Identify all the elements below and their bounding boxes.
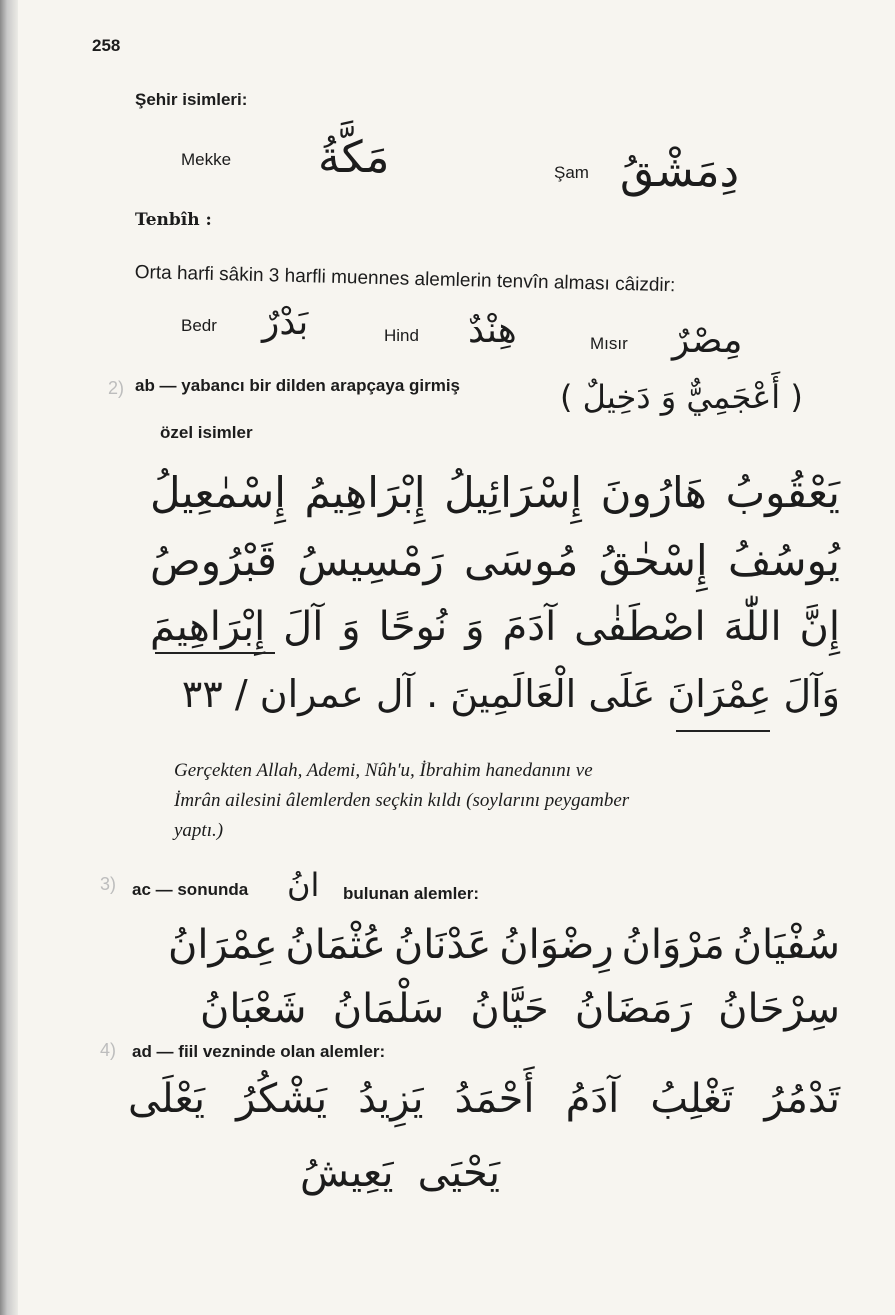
ayah-underline-1: [155, 652, 275, 654]
tenbih-label-bedr: Bedr: [181, 316, 217, 335]
arabic-name: عِمْرَانُ: [168, 922, 278, 968]
city-label-sam: Şam: [554, 163, 589, 182]
foreign-names-row-1: [150, 468, 840, 517]
page-binding-shadow: [0, 0, 18, 1315]
arabic-name: رَمَضَانُ: [574, 986, 692, 1032]
arabic-name: يَعِيشُ: [300, 1150, 394, 1196]
arabic-name: يَحْيَى: [417, 1150, 500, 1196]
city-arabic-mekke: مَكَّةُ: [318, 132, 390, 183]
section-title: Şehir isimleri:: [135, 90, 248, 109]
margin-mark-2: 2): [108, 378, 125, 398]
arabic-name: حَيَّانُ: [470, 986, 549, 1032]
city-arabic-dimashq: دِمَشْقُ: [620, 146, 740, 197]
arabic-name: رِضْوَانُ: [499, 922, 614, 968]
page-number: 258: [92, 36, 121, 55]
arabic-name: إِسْحٰقُ: [598, 536, 708, 585]
arabic-name: تَغْلِبُ: [650, 1076, 734, 1122]
section-ab-heading: ab — yabancı bir dilden arapçaya girmiş: [135, 376, 461, 395]
section-ac-heading-arabic: انُ: [287, 866, 320, 904]
arabic-name: مَرْوَانُ: [621, 922, 725, 968]
arabic-name: رَمْسِيسُ: [297, 536, 444, 585]
tenbih-arabic-bedr: بَدْرٌ: [262, 302, 309, 343]
arabic-name: أَحْمَدُ: [454, 1076, 535, 1122]
arabic-name: هَارُونَ: [600, 468, 707, 517]
ayah-underline-2: [676, 730, 770, 732]
arabic-name: يُوسُفُ: [727, 536, 840, 585]
arabic-name: عَدْنَانُ: [393, 922, 492, 968]
section-ab-heading-arabic: ( أَعْجَمِيٌّ وَ دَخِيلٌ ): [560, 378, 803, 416]
arabic-name: يَعْلَى: [128, 1076, 206, 1122]
an-names-row-1: [168, 922, 840, 968]
city-label-mekke: Mekke: [181, 150, 232, 169]
arabic-name: إِسْمٰعِيلُ: [150, 468, 286, 517]
section-ac-heading-end: bulunan alemler:: [343, 884, 480, 903]
arabic-name: سَلْمَانُ: [332, 986, 445, 1032]
translation-line-2: İmrân ailesini âlemlerden seçkin kıldı (soylarını peygamber: [174, 790, 630, 811]
margin-mark-3: 3): [100, 874, 117, 894]
arabic-name: إِسْرَائِيلُ: [444, 468, 582, 517]
section-ab-subheading: özel isimler: [160, 423, 253, 442]
tenbih-arabic-misir: مِصْرٌ: [672, 320, 743, 361]
arabic-name: سِرْحَانُ: [718, 986, 840, 1032]
an-names-row-2: [200, 986, 840, 1032]
ayah-line-2: وَآلَ عِمْرَانَ عَلَى الْعَالَمِينَ . آل عمران / ٣٣: [181, 672, 840, 716]
translation-line-1: Gerçekten Allah, Ademi, Nûh'u, İbrahim hanedanını ve: [174, 760, 593, 781]
arabic-name: آدَمُ: [565, 1076, 620, 1122]
arabic-name: سُفْيَانُ: [732, 922, 840, 968]
verb-pattern-names-row-1: [128, 1076, 840, 1122]
arabic-name: عُثْمَانُ: [285, 922, 387, 968]
tenbih-heading: Tenbîh :: [135, 210, 212, 230]
section-ac-heading-start: ac — sonunda: [132, 880, 249, 899]
tenbih-label-misir: Mısır: [590, 334, 628, 353]
arabic-name: مُوسَى: [464, 536, 579, 585]
tenbih-text: Orta harfi sâkin 3 harfli muennes alemlerin tenvîn alması câizdir:: [134, 262, 676, 297]
arabic-name: إِبْرَاهِيمُ: [304, 468, 426, 517]
arabic-name: تَدْمُرُ: [764, 1076, 840, 1122]
arabic-name: يَشْكُرُ: [236, 1076, 328, 1122]
tenbih-arabic-hind: هِنْدٌ: [468, 310, 517, 351]
tenbih-label-hind: Hind: [384, 326, 419, 345]
arabic-name: يَزِيدُ: [358, 1076, 424, 1122]
margin-mark-4: 4): [100, 1040, 117, 1060]
arabic-name: قَبْرُوصُ: [150, 536, 277, 585]
foreign-names-row-2: [150, 536, 840, 585]
arabic-name: شَعْبَانُ: [200, 986, 307, 1032]
verb-pattern-names-row-2: [300, 1150, 500, 1196]
arabic-name: يَعْقُوبُ: [725, 468, 840, 517]
ayah-line-1: إِنَّ اللّٰهَ اصْطَفٰى آدَمَ وَ نُوحًا وَ آلَ إِبْرَاهِيمَ: [150, 604, 840, 650]
translation-line-3: yaptı.): [174, 820, 224, 841]
section-ad-heading: ad — fiil vezninde olan alemler:: [132, 1042, 386, 1061]
